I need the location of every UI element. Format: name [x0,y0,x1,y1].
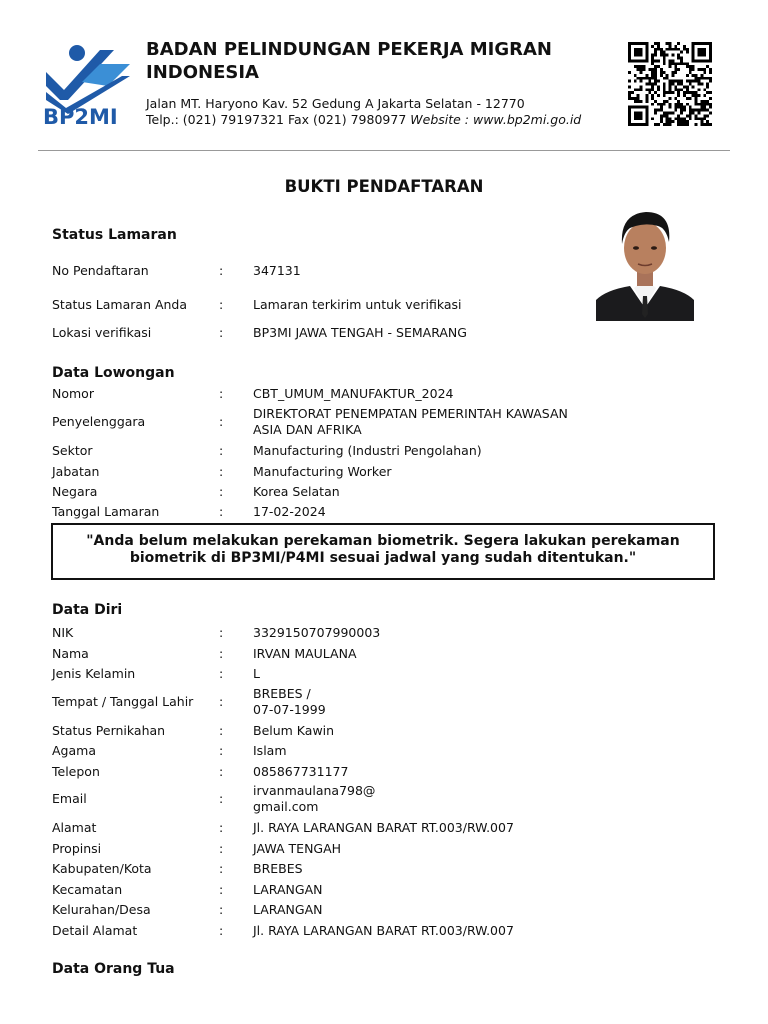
label-no-pendaftaran: No Pendaftaran [52,263,149,278]
value-detail-alamat: Jl. RAYA LARANGAN BARAT RT.003/RW.007 [253,923,514,938]
phone-fax: Telp.: (021) 79197321 Fax (021) 7980977 [146,112,407,127]
value-kecamatan: LARANGAN [253,882,323,897]
qr-code-icon [626,42,714,126]
colon: : [219,625,224,640]
value-tanggal-lahir: 07-07-1999 [253,702,326,717]
label-negara: Negara [52,484,98,499]
value-status-pernikahan: Belum Kawin [253,723,335,738]
colon: : [219,723,224,738]
value-jenis-kelamin: L [253,666,260,681]
value-email-line2: gmail.com [253,799,319,814]
colon: : [219,464,224,479]
biometric-notice [51,523,715,580]
label-nik: NIK [52,625,74,640]
value-tempat-lahir: BREBES / [253,686,311,701]
label-nomor: Nomor [52,386,94,401]
value-kabupaten-kota: BREBES [253,861,303,876]
address-block [146,96,581,128]
label-alamat: Alamat [52,820,97,835]
value-nomor: CBT_UMUM_MANUFAKTUR_2024 [253,386,454,401]
colon: : [219,820,224,835]
value-telepon: 085867731177 [253,764,349,779]
label-propinsi: Propinsi [52,841,102,856]
colon: : [219,484,224,499]
colon: : [219,882,224,897]
address-line: Jalan MT. Haryono Kav. 52 Gedung A Jakarta Selatan - 12770 [146,96,525,111]
value-jabatan: Manufacturing Worker [253,464,392,479]
notice-line-2: biometrik di BP3MI/P4MI sesuai jadwal yang sudah ditentukan." [129,550,637,566]
colon: : [219,694,224,709]
value-email [253,783,375,815]
section-data-diri: Data Diri [52,602,123,618]
value-agama: Islam [253,743,287,758]
value-propinsi: JAWA TENGAH [253,841,342,856]
colon: : [219,263,224,278]
logo-text: BP2MI [43,105,118,126]
label-status-pernikahan: Status Pernikahan [52,723,166,738]
colon: : [219,923,224,938]
label-status-lamaran: Status Lamaran Anda [52,297,188,312]
colon: : [219,504,224,519]
value-negara: Korea Selatan [253,484,340,499]
label-nama: Nama [52,646,89,661]
document-title: BUKTI PENDAFTARAN [284,177,484,196]
value-tanggal-lamaran: 17-02-2024 [253,504,326,519]
label-kelurahan-desa: Kelurahan/Desa [52,902,151,917]
applicant-photo [596,204,694,321]
value-penyelenggara-line2: ASIA DAN AFRIKA [253,422,362,437]
label-agama: Agama [52,743,96,758]
label-sektor: Sektor [52,443,93,458]
colon: : [219,325,224,340]
value-email-line1: irvanmaulana798@ [253,783,376,798]
colon: : [219,791,224,806]
value-tempat-tanggal-lahir [253,686,326,718]
value-penyelenggara [253,406,568,438]
value-penyelenggara-line1: DIREKTORAT PENEMPATAN PEMERINTAH KAWASAN [253,406,568,421]
section-data-lowongan: Data Lowongan [52,365,175,381]
label-jabatan: Jabatan [52,464,100,479]
label-detail-alamat: Detail Alamat [52,923,138,938]
label-penyelenggara: Penyelenggara [52,414,146,429]
value-status-lamaran: Lamaran terkirim untuk verifikasi [253,297,462,312]
label-kecamatan: Kecamatan [52,882,123,897]
label-jenis-kelamin: Jenis Kelamin [52,666,136,681]
label-tempat-tanggal-lahir: Tempat / Tanggal Lahir [52,694,194,709]
colon: : [219,443,224,458]
header-divider [38,150,730,151]
label-kabupaten-kota: Kabupaten/Kota [52,861,152,876]
colon: : [219,386,224,401]
contact-line [146,112,581,128]
colon: : [219,841,224,856]
value-alamat: Jl. RAYA LARANGAN BARAT RT.003/RW.007 [253,820,514,835]
label-email: Email [52,791,87,806]
value-nama: IRVAN MAULANA [253,646,357,661]
website: Website : www.bp2mi.go.id [410,112,582,127]
colon: : [219,646,224,661]
label-lokasi-verifikasi: Lokasi verifikasi [52,325,152,340]
bp2mi-logo [42,42,134,126]
colon: : [219,902,224,917]
value-lokasi-verifikasi: BP3MI JAWA TENGAH - SEMARANG [253,325,467,340]
colon: : [219,414,224,429]
section-status-lamaran: Status Lamaran [52,227,177,243]
org-name: BADAN PELINDUNGAN PEKERJA MIGRAN INDONESIA [146,39,552,83]
value-nik: 3329150707990003 [253,625,381,640]
value-kelurahan-desa: LARANGAN [253,902,323,917]
label-tanggal-lamaran: Tanggal Lamaran [52,504,160,519]
section-data-orang-tua: Data Orang Tua [52,961,175,977]
value-sektor: Manufacturing (Industri Pengolahan) [253,443,482,458]
colon: : [219,297,224,312]
colon: : [219,743,224,758]
label-telepon: Telepon [52,764,100,779]
value-no-pendaftaran: 347131 [253,263,301,278]
colon: : [219,861,224,876]
colon: : [219,666,224,681]
colon: : [219,764,224,779]
notice-line-1: "Anda belum melakukan perekaman biometrik. Segera lakukan perekaman [86,533,680,549]
